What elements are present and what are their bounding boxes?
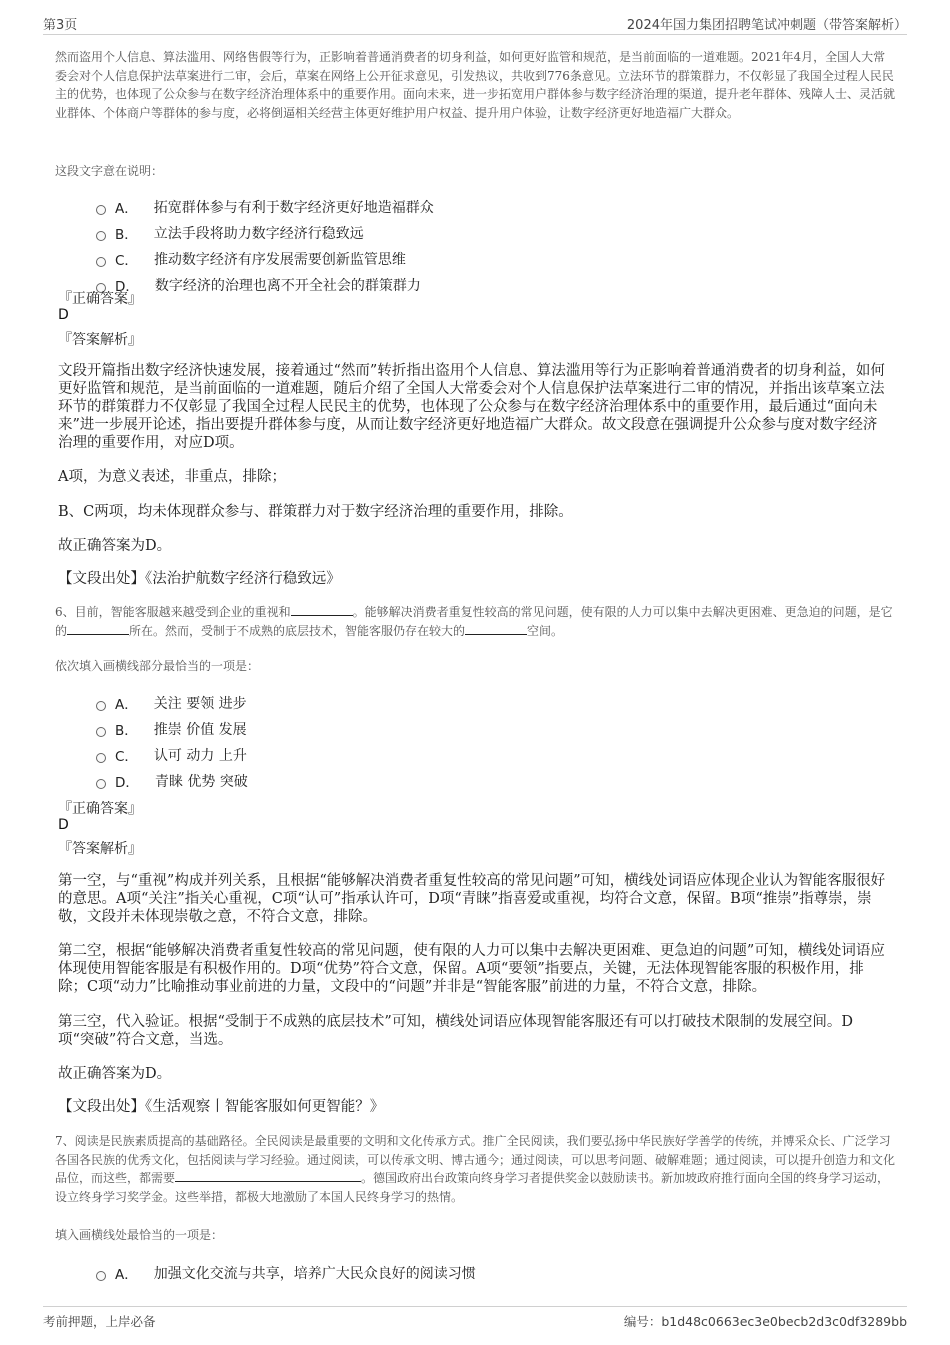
q6-source: 【文段出处】《生活观察丨智能客服如何更智能？》 [58,1099,385,1115]
radio-icon[interactable] [96,701,106,711]
radio-icon[interactable] [96,753,106,763]
q5-option-d[interactable]: D． 数字经济的治理也离不开全社会的群策群力 [96,274,421,296]
q5-answer: D [58,307,69,323]
q5-option-c[interactable]: C． 推动数字经济有序发展需要创新监管思维 [96,248,406,270]
page-header [43,12,907,35]
radio-icon[interactable] [96,1271,106,1281]
q5-answer-label: 『正确答案』 [58,291,142,307]
radio-icon[interactable] [96,727,106,737]
fill-blank [465,622,527,635]
q5-option-b[interactable]: B． 立法手段将助力数字经济行稳致远 [96,222,364,244]
q5-passage: 然而盗用个人信息、算法滥用、网络售假等行为，正影响着普通消费者的切身利益，如何更好监管和规范，是当前面临的一道难题。2021年4月，全国人大常委会对个人信息保护法草案进行二审，会后，草案在网络上公开征求意见，引发热议，共收到776条意见。立法环节的群策群力，不仅彰显了我国全过程人民民主的优势，也体现了公众参与在数字经济治理体系中的重要作用。面向未来，进一步拓宽用户群体参与数字经济治理的渠道，提升老年群体、残障人士、灵活就业群体、个体商户等群体的参与度，必将倒逼相关经营主体更好维护用户权益、提升用户体验，让数字经济更好地造福广大群众。 [55,50,896,120]
q6-option-c[interactable]: C． 认可 动力 上升 [96,744,247,766]
q6-option-b[interactable]: B． 推崇 价值 发展 [96,718,247,740]
q6-prompt: 依次填入画横线部分最恰当的一项是： [55,659,260,673]
document-title: 2024年国力集团招聘笔试冲刺题（带答案解析） [626,18,907,33]
q7-option-a[interactable]: A． 加强文化交流与共享，培养广大民众良好的阅读习惯 [96,1262,476,1284]
q5-source: 【文段出处】《法治护航数字经济行稳致远》 [58,571,341,587]
q6-analysis-paragraph: 第一空，与“重视”构成并列关系，且根据“能够解决消费者重复性较高的常见问题”可知，横线处词语应体现企业认为智能客服很好的意思。A项“关注”指关心重视，C项“认可”指承认许可，D项“青睐”指喜爱或重视，均符合文意，保留。B项“推崇”指尊崇，崇敬，文段并未体现崇敬之意，不符合文意，排除。 [58,873,886,925]
q7-prompt: 填入画横线处最恰当的一项是： [55,1228,224,1242]
q5-analysis-paragraph: A项，为意义表述，非重点，排除； [58,469,286,485]
q6-analysis-paragraph: 故正确答案为D。 [58,1066,172,1082]
q5-analysis-paragraph: B、C两项，均未体现群众参与、群策群力对于数字经济治理的重要作用，排除。 [58,504,573,520]
radio-icon[interactable] [96,205,106,215]
q5-option-a[interactable]: A． 拓宽群体参与有利于数字经济更好地造福群众 [96,196,434,218]
footer-slogan: 考前押题，上岸必备 [43,1314,156,1329]
radio-icon[interactable] [96,779,106,789]
q7-stem: 7、阅读是民族素质提高的基础路径。全民阅读是最重要的文明和文化传承方式。推广全民阅读，我们要弘扬中华民族好学善学的传统，并博采众长、广泛学习各国各民族的优秀文化，包括阅读与学习经验。通过阅读，可以传承文明、博古通今；通过阅读，可以思考问题、破解难题；通过阅读，可以提升创造力和文化品位，而这些，都需要 。德国政府出台政策向终身学习者提供奖金以鼓励读书。新加坡政府推行面向全国的终身学习运动，设立终身学习奖学金。这些举措，都极大地激励了本国人民终身学习的热情。 [55,1134,896,1204]
q6-analysis-label: 『答案解析』 [58,841,142,857]
radio-icon[interactable] [96,257,106,267]
q5-analysis-label: 『答案解析』 [58,332,142,348]
q5-analysis-paragraph: 故正确答案为D。 [58,538,172,554]
fill-blank [67,622,129,635]
q5-prompt: 这段文字意在说明： [55,164,164,178]
page-number: 第3页 [43,18,78,33]
q6-analysis-paragraph: 第二空，根据“能够解决消费者重复性较高的常见问题，使有限的人力可以集中去解决更困难、更急迫的问题”可知，横线处词语应体现使用智能客服是有积极作用的。D项“优势”符合文意，保留。A项“要领”指要点，关键，无法体现智能客服的积极作用，排除；C项“动力”比喻推动事业前进的力量，文段中的“问题”并非是“智能客服”前进的力量，不符合文意，排除。 [58,943,885,995]
q6-option-d[interactable]: D． 青睐 优势 突破 [96,770,248,792]
q6-stem: 6、目前，智能客服越来越受到企业的重视和 。能够解决消费者重复性较高的常见问题，使有限的人力可以集中去解决更困难、更急迫的问题，是它的 所在。然而，受制于不成熟的底层技术，智能客服仍存在较大的 空间。 [55,605,893,638]
document-id: 编号：b1d48c0663ec3e0becb2d3c0df3289bb [623,1314,907,1329]
q6-answer-label: 『正确答案』 [58,801,142,817]
fill-blank [291,603,353,616]
q6-option-a[interactable]: A． 关注 要领 进步 [96,692,247,714]
page-footer [43,1306,907,1329]
q6-answer: D [58,817,69,833]
fill-blank [175,1169,361,1182]
q5-analysis-paragraph: 文段开篇指出数字经济快速发展，接着通过“然而”转折指出盗用个人信息、算法滥用等行为正影响着普通消费者的切身利益，如何更好监管和规范，是当前面临的一道难题，随后介绍了全国人大常委会对个人信息保护法草案进行二审的情况，并指出该草案立法环节的群策群力不仅彰显了我国全过程人民民主的优势，也体现了公众参与在数字经济治理体系中的重要作用，最后通过“面向未来”进一步展开论述，指出要提升群体参与度，从而让数字经济更好地造福广大群众。故文段意在强调提升公众参与度对数字经济治理的重要作用，对应D项。 [58,363,885,451]
q6-analysis-paragraph: 第三空，代入验证。根据“受制于不成熟的底层技术”可知，横线处词语应体现智能客服还有可以打破技术限制的发展空间。D项“突破”符合文意，当选。 [58,1014,853,1048]
radio-icon[interactable] [96,231,106,241]
